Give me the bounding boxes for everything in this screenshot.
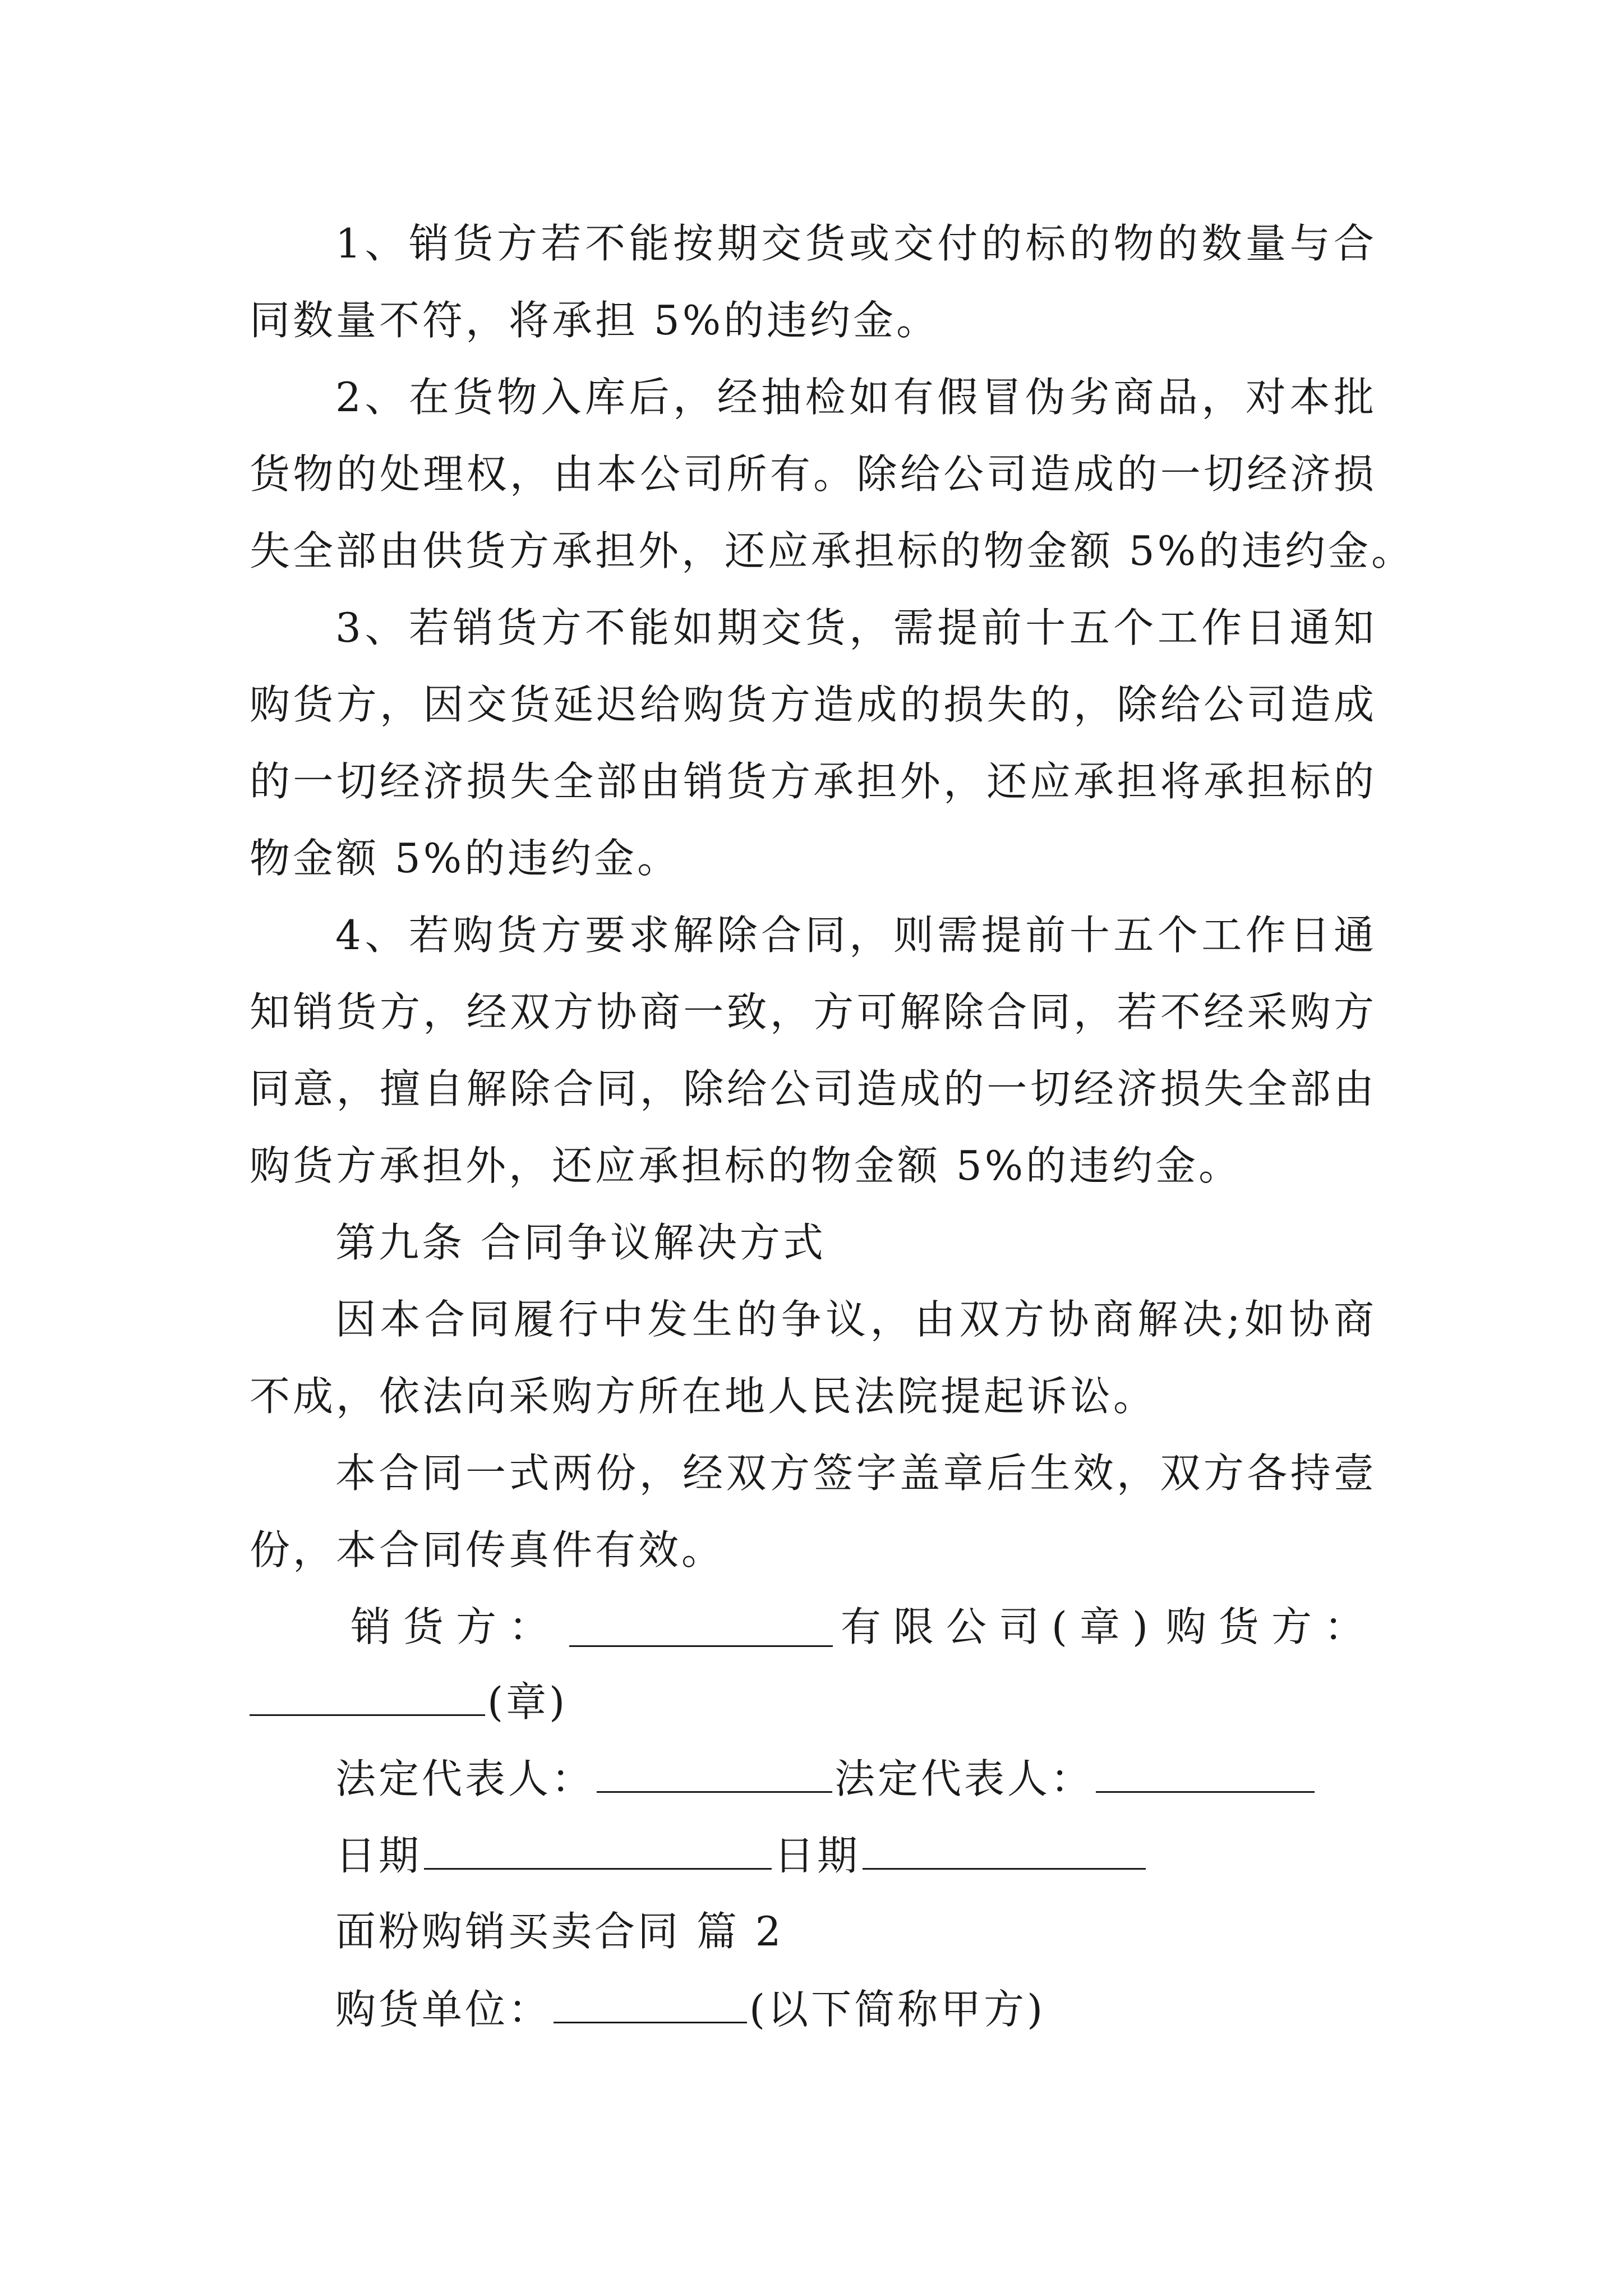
closing-line-1: 本合同一式两份，经双方签字盖章后生效，双方各持壹 [335, 1450, 1377, 1497]
buyer-name-blank[interactable] [250, 1681, 485, 1716]
seller-date-label: 日期 [335, 1832, 422, 1879]
buyer-unit-note: (以下简称甲方) [749, 1986, 1046, 2033]
seller-legal-rep-blank[interactable] [597, 1757, 832, 1793]
signature-row-legal-reps [335, 1755, 1463, 1802]
buyer-label: 购货方： [1165, 1603, 1377, 1650]
buyer-date-label: 日期 [774, 1832, 861, 1879]
signature-row-dates [335, 1832, 1463, 1879]
buyer-legal-rep-label: 法定代表人： [834, 1755, 1094, 1802]
clause-2-line-2: 货物的处理权，由本公司所有。除给公司造成的一切经济损 [250, 450, 1377, 498]
clause-3-line-1: 3、若销货方不能如期交货，需提前十五个工作日通知 [335, 604, 1377, 651]
clause-2-line-1: 2、在货物入库后，经抽检如有假冒伪劣商品，对本批 [335, 374, 1377, 421]
clause-4-line-1: 4、若购货方要求解除合同，则需提前十五个工作日通 [335, 912, 1377, 959]
seller-date-blank[interactable] [424, 1834, 772, 1870]
closing-line-2: 份，本合同传真件有效。 [250, 1526, 725, 1573]
seller-legal-rep-label: 法定代表人： [335, 1755, 595, 1802]
clause-3-line-4: 物金额 5%的违约金。 [250, 835, 681, 882]
signature-row-parties [351, 1603, 1377, 1650]
seller-company-suffix: 有限公司(章) [840, 1603, 1161, 1650]
buyer-date-blank[interactable] [863, 1834, 1146, 1870]
signature-row-buyer-seal [250, 1678, 1377, 1726]
article-9-line-1: 因本合同履行中发生的争议，由双方协商解决;如协商 [335, 1296, 1377, 1343]
buyer-unit-blank[interactable] [554, 1988, 747, 2023]
article-9-heading: 第九条 合同争议解决方式 [335, 1219, 826, 1266]
clause-1-line-1: 1、销货方若不能按期交货或交付的标的物的数量与合 [335, 220, 1377, 267]
clause-4-line-4: 购货方承担外，还应承担标的物金额 5%的违约金。 [250, 1142, 1242, 1189]
buyer-unit-label: 购货单位： [335, 1986, 552, 2033]
clause-2-line-3: 失全部由供货方承担外，还应承担标的物金额 5%的违约金。 [250, 527, 1415, 574]
clause-4-line-3: 同意，擅自解除合同，除给公司造成的一切经济损失全部由 [250, 1065, 1377, 1112]
buyer-seal: (章) [487, 1678, 568, 1726]
section-2-title: 面粉购销买卖合同 篇 2 [335, 1908, 784, 1955]
buyer-unit-row [335, 1986, 1463, 2033]
seller-label: 销货方： [351, 1603, 562, 1650]
seller-name-blank[interactable] [569, 1612, 833, 1647]
clause-1-line-2: 同数量不符，将承担 5%的违约金。 [250, 297, 940, 344]
buyer-legal-rep-blank[interactable] [1096, 1757, 1315, 1793]
article-9-line-2: 不成，依法向采购方所在地人民法院提起诉讼。 [250, 1373, 1157, 1420]
clause-4-line-2: 知销货方，经双方协商一致，方可解除合同，若不经采购方 [250, 988, 1377, 1036]
clause-3-line-3: 的一切经济损失全部由销货方承担外，还应承担将承担标的 [250, 758, 1377, 805]
clause-3-line-2: 购货方，因交货延迟给购货方造成的损失的，除给公司造成 [250, 681, 1377, 728]
